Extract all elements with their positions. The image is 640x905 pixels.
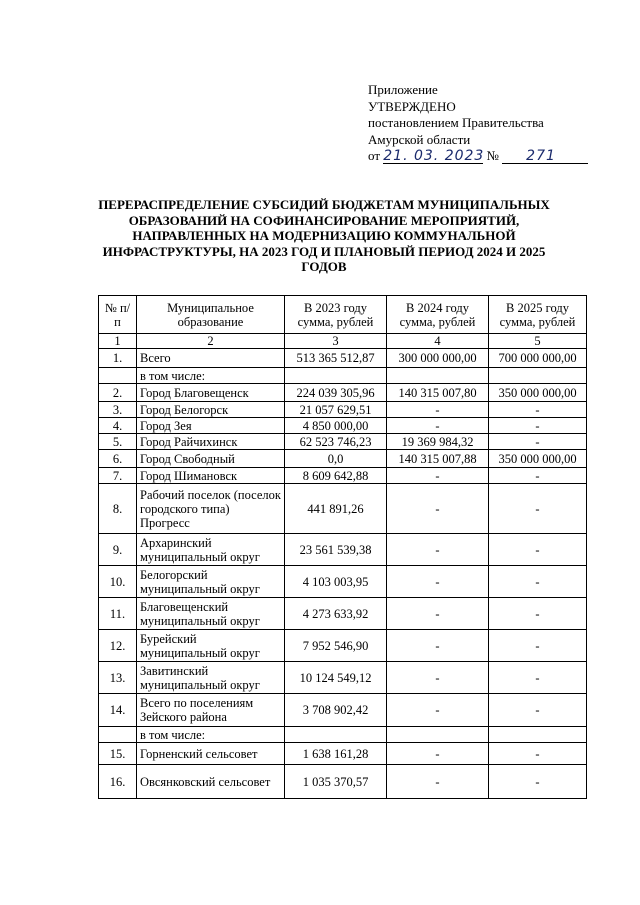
- municipality-name: Бурейский муниципальный округ: [137, 630, 285, 662]
- amount-2024: [387, 368, 489, 384]
- amount-2025: -: [489, 694, 587, 727]
- amount-2023: 224 039 305,96: [285, 384, 387, 402]
- column-number: 5: [489, 334, 587, 349]
- amount-2024: 140 315 007,88: [387, 450, 489, 468]
- amount-2024: -: [387, 534, 489, 566]
- amount-2024: [387, 727, 489, 743]
- table-row: [99, 368, 587, 384]
- amount-2024: -: [387, 484, 489, 534]
- number-field: [502, 149, 588, 164]
- amount-2024: 300 000 000,00: [387, 349, 489, 368]
- amount-2023: 4 103 003,95: [285, 566, 387, 598]
- table-row: [99, 349, 587, 368]
- municipality-name: Завитинский муниципальный округ: [137, 662, 285, 694]
- amount-2025: -: [489, 743, 587, 765]
- row-number: 7.: [99, 468, 137, 484]
- row-number: 2.: [99, 384, 137, 402]
- row-number: 4.: [99, 418, 137, 434]
- approval-date-line: [368, 148, 588, 165]
- row-number: [99, 727, 137, 743]
- municipality-name: в том числе:: [137, 727, 285, 743]
- municipality-name: Белогорский муниципальный округ: [137, 566, 285, 598]
- column-number: 2: [137, 334, 285, 349]
- municipality-name: в том числе:: [137, 368, 285, 384]
- amount-2025: -: [489, 630, 587, 662]
- amount-2024: -: [387, 630, 489, 662]
- municipality-name: Город Шимановск: [137, 468, 285, 484]
- approval-block: [368, 82, 588, 165]
- municipality-name: Овсянковский сельсовет: [137, 765, 285, 799]
- header-row: [99, 296, 587, 334]
- row-number: 15.: [99, 743, 137, 765]
- document-title: ПЕРЕРАСПРЕДЕЛЕНИЕ СУБСИДИЙ БЮДЖЕТАМ МУНИЦИПАЛЬНЫХ ОБРАЗОВАНИЙ НА СОФИНАНСИРОВАНИЕ МЕРОПРИЯТИЙ, НАПРАВЛЕННЫХ НА МОДЕРНИЗАЦИЮ КОММУНАЛЬНОЙ ИНФРАСТРУКТУРЫ, НА 2023 ГОД И ПЛАНОВЫЙ ПЕРИОД 2024 И 2025 ГОДОВ: [98, 197, 550, 275]
- amount-2023: 3 708 902,42: [285, 694, 387, 727]
- municipality-name: Всего по поселениям Зейского района: [137, 694, 285, 727]
- municipality-name: Горненский сельсовет: [137, 743, 285, 765]
- amount-2025: [489, 727, 587, 743]
- approval-decree: постановлением Правительства: [368, 115, 544, 130]
- amount-2024: -: [387, 468, 489, 484]
- amount-2025: 350 000 000,00: [489, 384, 587, 402]
- amount-2025: -: [489, 598, 587, 630]
- approval-approved: УТВЕРЖДЕНО: [368, 98, 456, 114]
- column-number: 1: [99, 334, 137, 349]
- municipality-name: Город Зея: [137, 418, 285, 434]
- amount-2023: 1 035 370,57: [285, 765, 387, 799]
- amount-2025: -: [489, 484, 587, 534]
- row-number: 3.: [99, 402, 137, 418]
- header-municipality: Муниципальное образование: [137, 296, 285, 334]
- row-number: 10.: [99, 566, 137, 598]
- header-2023: В 2023 году сумма, рублей: [285, 296, 387, 334]
- table-row: [99, 727, 587, 743]
- amount-2025: -: [489, 468, 587, 484]
- amount-2023: 10 124 549,12: [285, 662, 387, 694]
- amount-2025: 700 000 000,00: [489, 349, 587, 368]
- date-field: [383, 149, 483, 164]
- table-row: [99, 598, 587, 630]
- table-row: [99, 418, 587, 434]
- row-number: [99, 368, 137, 384]
- table-row: [99, 402, 587, 418]
- row-number: 12.: [99, 630, 137, 662]
- table-row: [99, 434, 587, 450]
- amount-2024: -: [387, 598, 489, 630]
- amount-2024: -: [387, 694, 489, 727]
- municipality-name: Рабочий поселок (поселок городского типа) Прогресс: [137, 484, 285, 534]
- amount-2023: 62 523 746,23: [285, 434, 387, 450]
- amount-2025: -: [489, 402, 587, 418]
- column-number: 3: [285, 334, 387, 349]
- row-number: 9.: [99, 534, 137, 566]
- amount-2023: 8 609 642,88: [285, 468, 387, 484]
- table-row: [99, 694, 587, 727]
- amount-2023: 4 273 633,92: [285, 598, 387, 630]
- amount-2025: 350 000 000,00: [489, 450, 587, 468]
- row-number: 11.: [99, 598, 137, 630]
- table-row: [99, 484, 587, 534]
- amount-2024: -: [387, 743, 489, 765]
- amount-2025: -: [489, 566, 587, 598]
- table-row: [99, 743, 587, 765]
- approval-appendix: Приложение: [368, 82, 438, 97]
- column-number-row: [99, 334, 587, 349]
- municipality-name: Город Белогорск: [137, 402, 285, 418]
- table-row: [99, 662, 587, 694]
- amount-2025: -: [489, 534, 587, 566]
- date-prefix: от: [368, 148, 381, 163]
- table-row: [99, 566, 587, 598]
- amount-2023: [285, 368, 387, 384]
- amount-2023: [285, 727, 387, 743]
- amount-2024: 140 315 007,80: [387, 384, 489, 402]
- amount-2024: -: [387, 765, 489, 799]
- amount-2023: 23 561 539,38: [285, 534, 387, 566]
- amount-2024: -: [387, 418, 489, 434]
- column-number: 4: [387, 334, 489, 349]
- header-number: № п/п: [99, 296, 137, 334]
- row-number: 6.: [99, 450, 137, 468]
- table-row: [99, 384, 587, 402]
- amount-2024: 19 369 984,32: [387, 434, 489, 450]
- subsidy-table: [98, 295, 587, 799]
- municipality-name: Архаринский муниципальный округ: [137, 534, 285, 566]
- municipality-name: Город Райчихинск: [137, 434, 285, 450]
- table-row: [99, 630, 587, 662]
- amount-2023: 441 891,26: [285, 484, 387, 534]
- municipality-name: Город Свободный: [137, 450, 285, 468]
- table-body: [99, 349, 587, 799]
- header-2025: В 2025 году сумма, рублей: [489, 296, 587, 334]
- table-row: [99, 534, 587, 566]
- header-2024: В 2024 году сумма, рублей: [387, 296, 489, 334]
- amount-2025: -: [489, 418, 587, 434]
- amount-2023: 1 638 161,28: [285, 743, 387, 765]
- table-row: [99, 468, 587, 484]
- handwritten-number: 271: [526, 148, 556, 164]
- amount-2023: 4 850 000,00: [285, 418, 387, 434]
- approval-region: Амурской области: [368, 131, 471, 147]
- amount-2025: -: [489, 765, 587, 799]
- municipality-name: Благовещенский муниципальный округ: [137, 598, 285, 630]
- table-row: [99, 450, 587, 468]
- municipality-name: Город Благовещенск: [137, 384, 285, 402]
- municipality-name: Всего: [137, 349, 285, 368]
- amount-2025: [489, 368, 587, 384]
- row-number: 16.: [99, 765, 137, 799]
- amount-2024: -: [387, 402, 489, 418]
- row-number: 8.: [99, 484, 137, 534]
- row-number: 5.: [99, 434, 137, 450]
- amount-2023: 0,0: [285, 450, 387, 468]
- number-prefix: №: [486, 148, 499, 163]
- row-number: 13.: [99, 662, 137, 694]
- amount-2025: -: [489, 662, 587, 694]
- table-row: [99, 765, 587, 799]
- handwritten-date: 21. 03. 2023: [383, 148, 485, 164]
- amount-2023: 21 057 629,51: [285, 402, 387, 418]
- row-number: 14.: [99, 694, 137, 727]
- row-number: 1.: [99, 349, 137, 368]
- amount-2024: -: [387, 662, 489, 694]
- amount-2024: -: [387, 566, 489, 598]
- amount-2025: -: [489, 434, 587, 450]
- amount-2023: 7 952 546,90: [285, 630, 387, 662]
- amount-2023: 513 365 512,87: [285, 349, 387, 368]
